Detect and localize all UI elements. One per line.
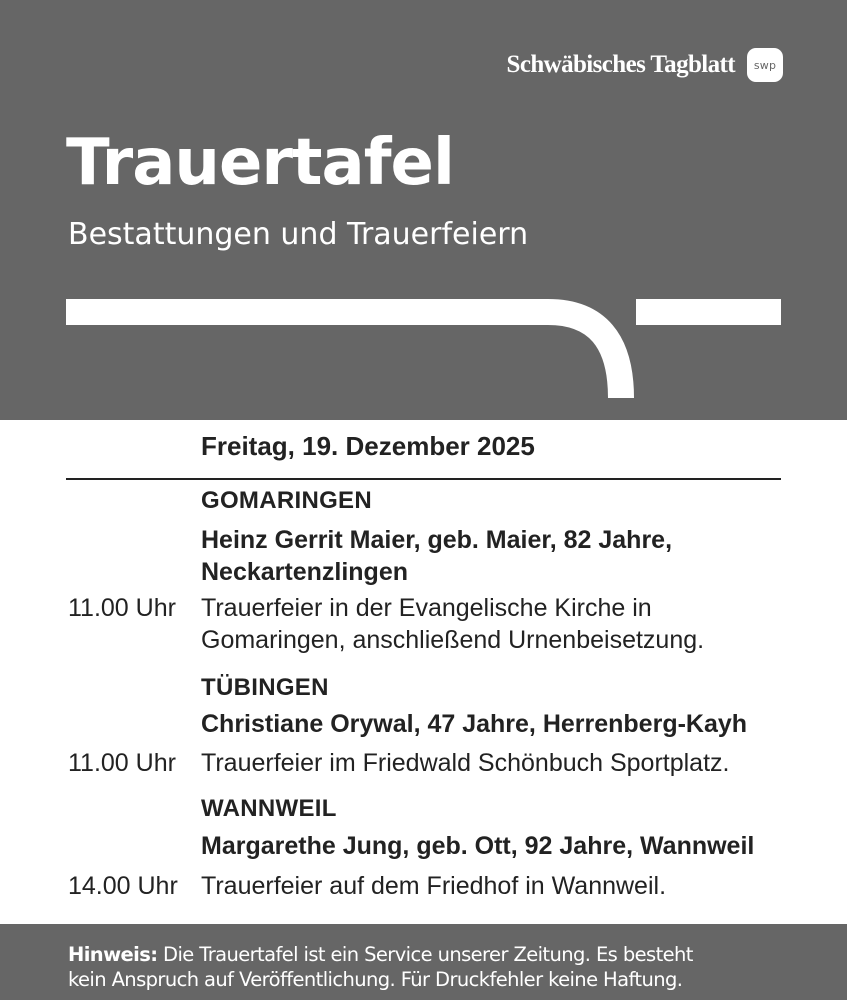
city-heading: GOMARINGEN [201,487,372,514]
notice-line: kein Anspruch auf Veröffentlichung. Für Druckfehler keine Haftung. [68,968,683,991]
notice-line-text: Die Trauertafel ist ein Service unserer Zeitung. Es besteht [163,943,693,966]
deceased-name [201,708,791,740]
description-line: Trauerfeier in der Evangelische Kirche in [201,594,652,622]
decorative-road-line [0,0,847,420]
divider-line [66,478,781,480]
curved-line-shape [66,312,621,398]
description-line: Gomaringen, anschließend Urnenbeisetzung. [201,626,705,654]
name-line: Neckartenzlingen [201,558,409,586]
header-banner [0,0,847,420]
brand-name: Schwäbisches Tagblatt [506,51,735,78]
footer-notice [0,924,847,1000]
city-heading: WANNWEIL [201,795,337,822]
date-heading: Freitag, 19. Dezember 2025 [201,431,535,461]
page-title: Trauertafel [66,126,454,200]
service-description [201,870,761,902]
service-description [201,592,761,656]
description-line: Trauerfeier im Friedwald Schönbuch Sportplatz. [201,749,730,777]
name-line: Christiane Orywal, 47 Jahre, Herrenberg-Kayh [201,710,748,738]
description-line: Trauerfeier auf dem Friedhof in Wannweil. [201,872,667,900]
service-time: 11.00 Uhr [68,594,176,622]
notice-text [68,942,788,992]
deceased-name [201,830,791,862]
service-time: 11.00 Uhr [68,749,176,777]
notice-line [68,942,788,967]
swp-badge-icon: swp [747,48,783,82]
page-subtitle: Bestattungen und Trauerfeiern [68,217,529,252]
name-line: Heinz Gerrit Maier, geb. Maier, 82 Jahre, [201,526,673,554]
city-heading: TÜBINGEN [201,674,329,701]
deceased-name [201,524,791,588]
line-segment-shape [636,299,781,325]
service-time: 14.00 Uhr [68,872,178,900]
notice-label: Hinweis: [68,943,158,966]
service-description [201,747,761,779]
name-line: Margarethe Jung, geb. Ott, 92 Jahre, Wannweil [201,832,755,860]
